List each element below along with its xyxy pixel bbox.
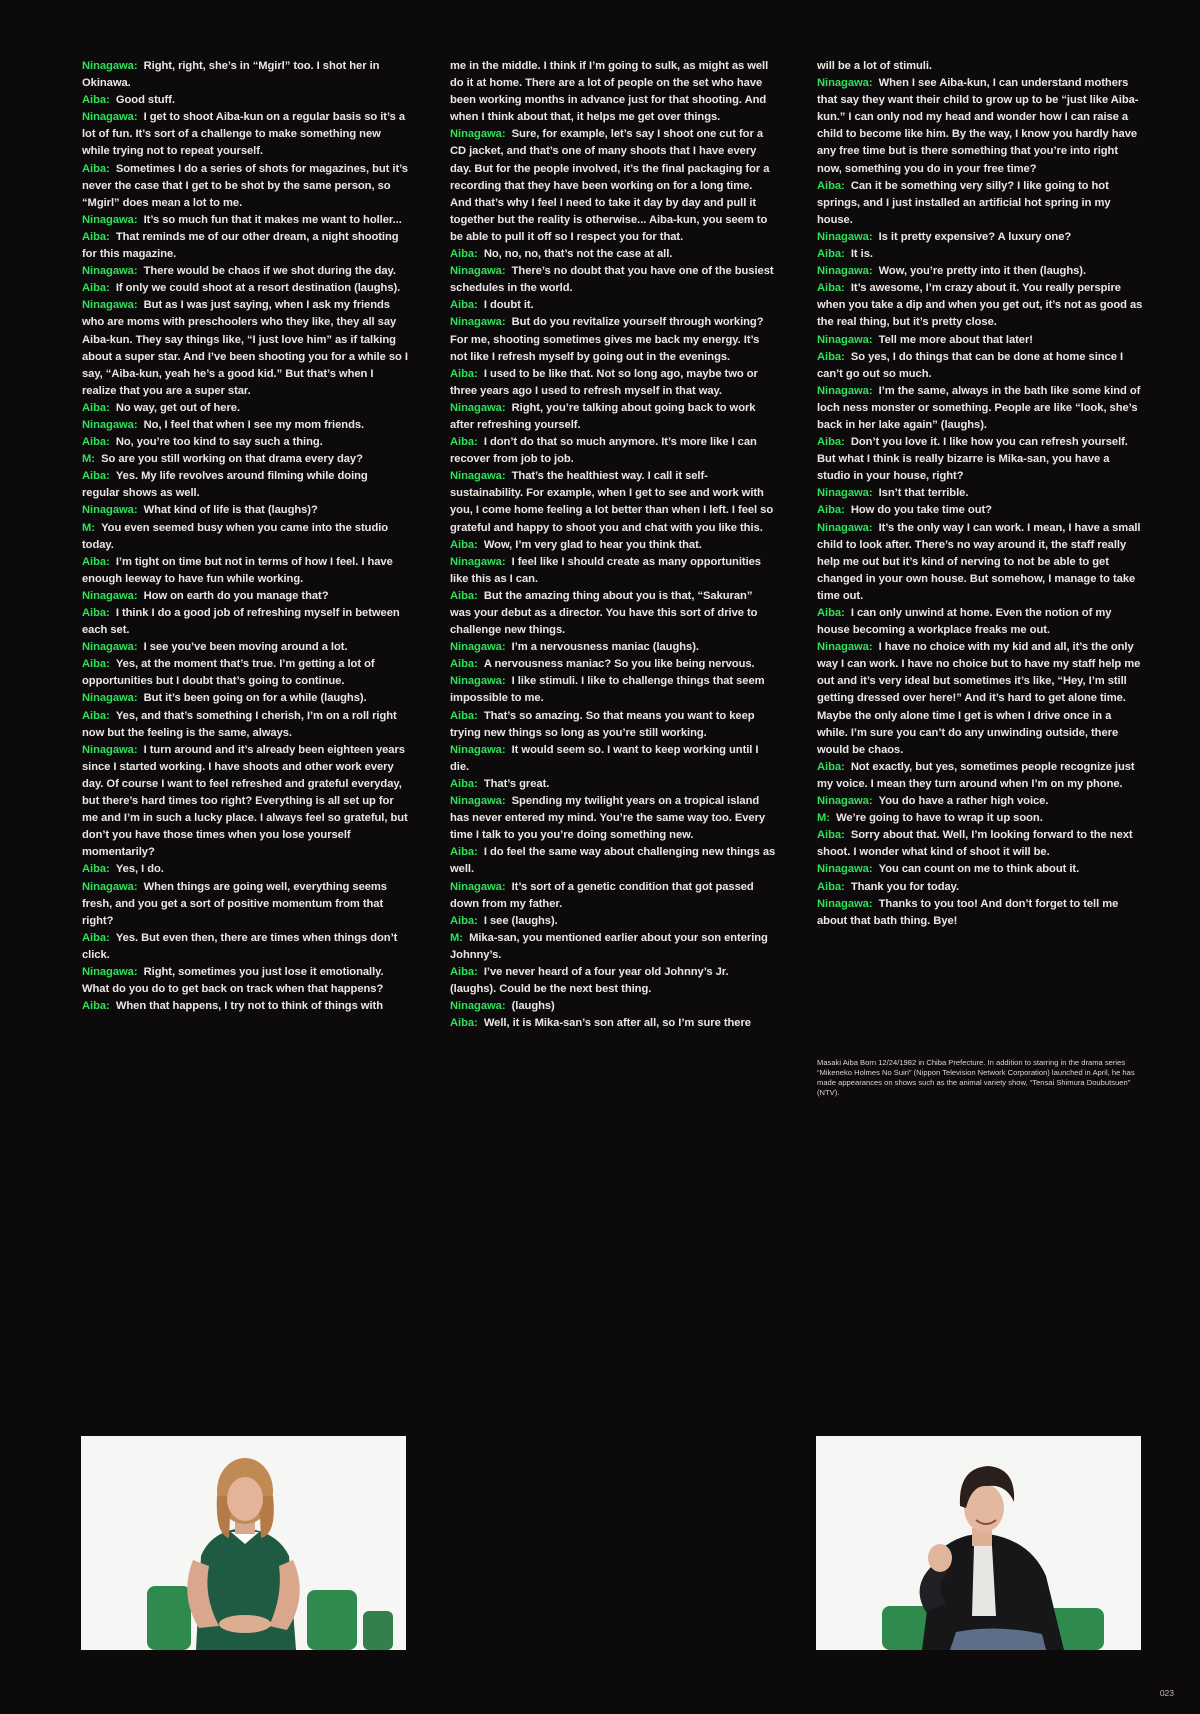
dialogue-line — [450, 126, 776, 246]
speaker-label: Aiba: — [817, 504, 845, 517]
dialogue-line — [82, 92, 408, 109]
dialogue-line — [450, 964, 776, 998]
dialogue-line — [82, 468, 408, 502]
dialogue-line — [817, 178, 1143, 229]
dialogue-line — [82, 879, 408, 930]
dialogue-line — [82, 520, 408, 554]
dialogue-text: Right, you’re talking about going back to work after refreshing yourself. — [450, 401, 756, 431]
dialogue-line — [450, 879, 776, 913]
speaker-label: Aiba: — [82, 436, 110, 449]
speaker-label: Aiba: — [82, 401, 110, 414]
dialogue-line — [82, 502, 408, 519]
speaker-label: Aiba: — [82, 1000, 110, 1013]
speaker-label: Ninagawa: — [450, 470, 506, 483]
speaker-label: Aiba: — [450, 846, 478, 859]
dialogue-text: No, I feel that when I see my mom friends. — [143, 418, 365, 431]
dialogue-line — [450, 742, 776, 776]
dialogue-text: I feel like I should create as many opportunities like this as I can. — [450, 555, 761, 585]
speaker-label: M: — [450, 931, 463, 944]
dialogue-line — [450, 58, 776, 126]
dialogue-line — [82, 229, 408, 263]
dialogue-text: Mika-san, you mentioned earlier about your son entering Johnny’s. — [450, 931, 768, 961]
dialogue-line — [817, 759, 1143, 793]
dialogue-line — [82, 417, 408, 434]
dialogue-line — [82, 998, 408, 1015]
speaker-label: Aiba: — [450, 658, 478, 671]
speaker-label: Ninagawa: — [817, 863, 873, 876]
speaker-label: Aiba: — [450, 709, 478, 722]
speaker-label: Ninagawa: — [82, 265, 138, 278]
dialogue-text: will be a lot of stimuli. — [817, 60, 932, 72]
dialogue-line — [82, 212, 408, 229]
dialogue-line — [82, 297, 408, 400]
dialogue-text: You do have a rather high voice. — [878, 795, 1049, 808]
dialogue-text: It’s sort of a genetic condition that got passed down from my father. — [450, 880, 754, 910]
dialogue-text: Sure, for example, let’s say I shoot one cut for a CD jacket, and that’s one of many shoots that I have every day. But for the people involved, it’s the final packaging for a recording that they have been working on for a long time. And that’s why I feel I need to take it day by day and pull it together but the reality is otherwise... Aiba-kun, you seem to be able to pull it off so I respect you for that. — [450, 128, 770, 243]
dialogue-text: Sometimes I do a series of shots for magazines, but it’s never the case that I get to be shot by the same person, so “Mgirl” does mean a lot to me. — [82, 162, 408, 209]
dialogue-text: Wow, you’re pretty into it then (laughs). — [878, 265, 1087, 278]
dialogue-line — [817, 434, 1143, 485]
dialogue-text: I turn around and it’s already been eighteen years since I started working. I have shoots and other work every day. Of course I want to feel refreshed and grateful everyday, but there’s hard times too right? Everything is all set up for me and I’m in such a lucky place. I always feel so grateful, but don’t you have those times when you lose yourself momentarily? — [82, 743, 408, 859]
dialogue-text: There would be chaos if we shot during the day. — [143, 265, 396, 278]
speaker-label: Ninagawa: — [450, 880, 506, 893]
dialogue-text: Spending my twilight years on a tropical island has never entered my mind. You’re the same way too. Every time I talk to you you’re doing something new. — [450, 795, 766, 842]
dialogue-text: Wow, I’m very glad to hear you think that. — [483, 538, 702, 551]
dialogue-line — [82, 690, 408, 707]
dialogue-text: I’m a nervousness maniac (laughs). — [511, 641, 699, 654]
dialogue-text: Thanks to you too! And don’t forget to tell me about that bath thing. Bye! — [817, 897, 1119, 927]
speaker-label: Ninagawa: — [450, 795, 506, 808]
speaker-label: Aiba: — [82, 607, 110, 619]
dialogue-text: Yes, I do. — [115, 863, 164, 876]
dialogue-line — [82, 58, 408, 92]
dialogue-text: I used to be like that. Not so long ago, maybe two or three years ago I used to refresh myself in that way. — [450, 367, 758, 397]
speaker-label: Ninagawa: — [817, 641, 873, 654]
dialogue-text: I get to shoot Aiba-kun on a regular basis so it’s a lot of fun. It’s sort of a challenge to make something new while trying not to repeat yourself. — [82, 111, 406, 158]
dialogue-text: No, you’re too kind to say such a thing. — [115, 436, 323, 449]
speaker-label: Ninagawa: — [450, 316, 506, 329]
dialogue-text: We’re going to have to wrap it up soon. — [836, 812, 1043, 825]
dialogue-text: Can it be something very silly? I like going to hot springs, and I just installed an artificial hot spring in my house. — [817, 179, 1111, 226]
dialogue-line — [450, 314, 776, 365]
speaker-label: Aiba: — [450, 589, 478, 602]
speaker-label: Aiba: — [82, 658, 110, 671]
speaker-label: Ninagawa: — [82, 504, 138, 517]
dialogue-line — [82, 554, 408, 588]
dialogue-line — [817, 639, 1143, 759]
dialogue-line — [450, 434, 776, 468]
speaker-label: Aiba: — [450, 777, 478, 790]
dialogue-line — [82, 451, 408, 468]
speaker-label: Ninagawa: — [817, 795, 873, 808]
speaker-label: Aiba: — [82, 470, 110, 483]
speaker-label: Aiba: — [82, 709, 110, 722]
dialogue-text: I do feel the same way about challenging new things as well. — [450, 846, 776, 876]
speaker-label: Ninagawa: — [817, 230, 873, 243]
dialogue-text: Yes, and that’s something I cherish, I’m on a roll right now but the feeling is the same, always. — [82, 709, 397, 739]
dialogue-text: I like stimuli. I like to challenge things that seem impossible to me. — [450, 675, 765, 705]
dialogue-text: But it’s been going on for a while (laughs). — [143, 692, 367, 705]
dialogue-line — [817, 75, 1143, 178]
dialogue-text: So yes, I do things that can be done at home since I can’t go out so much. — [817, 350, 1124, 380]
dialogue-line — [817, 896, 1143, 930]
dialogue-text: It’s the only way I can work. I mean, I have a small child to look after. There’s no way around it, the staff really help me out but it’s kind of nerving to not be able to get changed in your own house. But somehow, I manage to take time out. — [817, 521, 1141, 602]
speaker-label: Aiba: — [82, 931, 110, 944]
speaker-label: Aiba: — [450, 914, 478, 927]
speaker-label: Aiba: — [817, 179, 845, 192]
dialogue-line — [82, 605, 408, 639]
dialogue-line — [817, 502, 1143, 519]
dialogue-line — [817, 827, 1143, 861]
dialogue-line — [450, 639, 776, 656]
dialogue-line — [450, 400, 776, 434]
speaker-label: Ninagawa: — [82, 418, 138, 431]
dialogue-text: If only we could shoot at a resort destination (laughs). — [115, 282, 401, 295]
dialogue-line — [450, 844, 776, 878]
speaker-label: Aiba: — [450, 1017, 478, 1030]
dialogue-text: Sorry about that. Well, I’m looking forward to the next shoot. I wonder what kind of shoot it will be. — [817, 829, 1133, 859]
dialogue-text: That’s great. — [483, 777, 550, 790]
dialogue-line — [817, 349, 1143, 383]
speaker-label: Aiba: — [817, 607, 845, 619]
speaker-label: Aiba: — [82, 282, 110, 295]
dialogue-text: That’s so amazing. So that means you want to keep trying new things so long as you’re still working. — [450, 709, 755, 739]
speaker-label: Ninagawa: — [450, 641, 506, 654]
dialogue-text: Yes. But even then, there are times when things don’t click. — [82, 931, 398, 961]
speaker-label: Aiba: — [450, 538, 478, 551]
dialogue-line — [817, 605, 1143, 639]
dialogue-line — [450, 930, 776, 964]
dialogue-line — [817, 280, 1143, 331]
dialogue-text: It’s so much fun that it makes me want to holler... — [143, 213, 402, 226]
speaker-label: Aiba: — [450, 299, 478, 312]
dialogue-text: I see you’ve been moving around a lot. — [143, 641, 348, 654]
speaker-label: Aiba: — [82, 555, 110, 568]
dialogue-text: A nervousness maniac? So you like being nervous. — [483, 658, 755, 671]
dialogue-line — [82, 656, 408, 690]
dialogue-line — [82, 400, 408, 417]
speaker-label: Aiba: — [450, 436, 478, 449]
dialogue-text: Yes. My life revolves around filming while doing regular shows as well. — [82, 470, 368, 500]
dialogue-text: There’s no doubt that you have one of the busiest schedules in the world. — [450, 265, 774, 295]
speaker-label: Aiba: — [817, 880, 845, 893]
dialogue-text: Good stuff. — [115, 94, 175, 107]
dialogue-text: I doubt it. — [483, 299, 534, 312]
speaker-label: Ninagawa: — [450, 265, 506, 278]
dialogue-text: me in the middle. I think if I’m going to sulk, as might as well do it at home. There are a lot of people on the set who have been working months in advance just for that shooting. And when I think about that, it helps me get over things. — [450, 60, 769, 124]
dialogue-line — [817, 861, 1143, 878]
dialogue-text: That’s the healthiest way. I call it self-sustainability. For example, when I get to see and work with you, I come home feeling a lot better than when I left. I feel so grateful and happy to shoot you and chat with you like this. — [450, 470, 774, 534]
dialogue-text: Is it pretty expensive? A luxury one? — [878, 230, 1072, 243]
dialogue-text: Yes, at the moment that’s true. I’m getting a lot of opportunities but I doubt that’s going to continue. — [82, 658, 375, 688]
speaker-label: Ninagawa: — [82, 60, 138, 72]
dialogue-line — [82, 263, 408, 280]
speaker-label: M: — [817, 812, 830, 825]
dialogue-text: No, no, no, that’s not the case at all. — [483, 248, 673, 261]
dialogue-text: How on earth do you manage that? — [143, 589, 329, 602]
speaker-label: Ninagawa: — [817, 521, 873, 534]
profile-caption: Masaki Aiba Born 12/24/1982 in Chiba Prefecture. In addition to starring in the drama series “Mikeneko Holmes No Suiri” (Nippon Television Network Corporation) launched in April, he has made appearances on shows such as the animal variety show, “Tensai Shimura Doubutsuen” (NTV). — [817, 1058, 1135, 1097]
dialogue-text: Right, right, she’s in “Mgirl” too. I shot her in Okinawa. — [82, 60, 380, 90]
dialogue-line — [82, 639, 408, 656]
speaker-label: Ninagawa: — [82, 692, 138, 705]
speaker-label: Ninagawa: — [82, 743, 138, 756]
dialogue-text: Well, it is Mika-san’s son after all, so I’m sure there — [483, 1017, 751, 1030]
speaker-label: Aiba: — [450, 248, 478, 261]
speaker-label: Aiba: — [450, 367, 478, 380]
speaker-label: M: — [82, 453, 95, 466]
speaker-label: Ninagawa: — [450, 675, 506, 688]
dialogue-line — [450, 673, 776, 707]
dialogue-text: That reminds me of our other dream, a night shooting for this magazine. — [82, 230, 399, 261]
speaker-label: Ninagawa: — [82, 880, 138, 893]
dialogue-text: It is. — [850, 248, 873, 261]
dialogue-line — [450, 297, 776, 314]
dialogue-line — [450, 366, 776, 400]
dialogue-line — [450, 1015, 776, 1032]
dialogue-line — [82, 964, 408, 998]
dialogue-text: It would seem so. I want to keep working until I die. — [450, 743, 759, 773]
speaker-label: Ninagawa: — [82, 589, 138, 602]
dialogue-text: I don’t do that so much anymore. It’s more like I can recover from job to job. — [450, 436, 757, 466]
interview-column-2 — [450, 58, 776, 1032]
speaker-label: Ninagawa: — [82, 641, 138, 654]
speaker-label: Ninagawa: — [82, 111, 138, 124]
dialogue-text: (laughs) — [511, 1000, 555, 1013]
dialogue-line — [817, 810, 1143, 827]
speaker-label: Ninagawa: — [450, 555, 506, 568]
dialogue-line — [817, 879, 1143, 896]
dialogue-line — [450, 554, 776, 588]
speaker-label: Aiba: — [450, 965, 478, 978]
dialogue-text: But as I was just saying, when I ask my friends who are moms with preschoolers who they like, they all say Aiba-kun. They say things like, “I just love him” as if talking about a super star. And I’ve been shooting you for a while so I say, “Aiba-kun, yeah he’s a good kid.” But that’s when I realize that you are a super star. — [82, 299, 408, 397]
dialogue-text: Don’t you love it. I like how you can refresh yourself. But what I think is really bizarre is Mika-san, you have a studio in your house, right? — [817, 436, 1128, 483]
dialogue-line — [450, 708, 776, 742]
dialogue-line — [82, 280, 408, 297]
dialogue-text: But the amazing thing about you is that, “Sakuran” was your debut as a director. You have this sort of drive to challenge new things. — [450, 589, 758, 637]
speaker-label: Aiba: — [817, 829, 845, 842]
speaker-label: Ninagawa: — [817, 333, 873, 346]
dialogue-line — [817, 793, 1143, 810]
dialogue-text: So are you still working on that drama every day? — [101, 453, 363, 466]
dialogue-text: No way, get out of here. — [115, 401, 241, 414]
speaker-label: Ninagawa: — [817, 487, 873, 500]
dialogue-text: What kind of life is that (laughs)? — [143, 504, 318, 517]
dialogue-text: I’m the same, always in the bath like some kind of loch ness monster or something. People are like “look, she’s back in her lake again” (laughs). — [817, 384, 1141, 431]
dialogue-text: I’ve never heard of a four year old Johnny’s Jr. (laughs). Could be the next best thing. — [450, 965, 729, 996]
dialogue-text: Tell me more about that later! — [878, 333, 1033, 346]
dialogue-line — [450, 998, 776, 1015]
speaker-label: Ninagawa: — [450, 1000, 506, 1013]
dialogue-text: How do you take time out? — [850, 504, 992, 517]
dialogue-line — [82, 742, 408, 862]
dialogue-line — [450, 776, 776, 793]
speaker-label: Ninagawa: — [82, 965, 138, 978]
speaker-label: Aiba: — [817, 760, 845, 773]
dialogue-line — [82, 588, 408, 605]
dialogue-line — [82, 708, 408, 742]
dialogue-line — [450, 468, 776, 536]
dialogue-text: When things are going well, everything seems fresh, and you get a sort of positive momentum from that right? — [82, 880, 387, 927]
dialogue-line — [817, 58, 1143, 75]
speaker-label: Ninagawa: — [82, 299, 138, 312]
interview-column-3 — [817, 58, 1143, 930]
dialogue-line — [450, 537, 776, 554]
dialogue-text: You can count on me to think about it. — [878, 863, 1080, 876]
dialogue-text: Thank you for today. — [850, 880, 960, 893]
dialogue-text: Right, sometimes you just lose it emotionally. What do you do to get back on track when that happens? — [82, 965, 384, 996]
speaker-label: Ninagawa: — [817, 897, 873, 910]
dialogue-text: I see (laughs). — [483, 914, 558, 927]
speaker-label: Ninagawa: — [817, 384, 873, 397]
dialogue-line — [817, 263, 1143, 280]
dialogue-line — [450, 246, 776, 263]
speaker-label: Aiba: — [82, 94, 110, 107]
dialogue-line — [817, 332, 1143, 349]
dialogue-text: Isn’t that terrible. — [878, 487, 969, 500]
dialogue-line — [817, 246, 1143, 263]
dialogue-line — [450, 913, 776, 930]
speaker-label: Ninagawa: — [450, 743, 506, 756]
speaker-label: Aiba: — [817, 282, 845, 295]
dialogue-text: I’m tight on time but not in terms of how I feel. I have enough leeway to have fun while working. — [82, 555, 393, 585]
speaker-label: M: — [82, 521, 95, 534]
dialogue-text: I have no choice with my kid and all, it’s the only way I can work. I have no choice but to have my staff help me out and it’s very ideal but sometimes it’s like, “Hey, I’m still getting dressed over here!” And it’s hard to get alone time. Maybe the only alone time I get is when I drive once in a while. I’m sure you can’t do any unwinding outside, there would be chaos. — [817, 641, 1141, 756]
page-number: 023 — [1159, 1688, 1174, 1698]
interview-column-1 — [82, 58, 408, 1015]
speaker-label: Aiba: — [82, 162, 110, 175]
dialogue-text: When I see Aiba-kun, I can understand mothers that say they want their child to grow up to be “just like Aiba-kun.” I can only nod my head and wonder how I can raise a child to become like him. By the way, I know you hardly have any free time but is there something that you’re into right now, something you do in your free time? — [817, 77, 1139, 175]
dialogue-line — [82, 434, 408, 451]
dialogue-line — [82, 861, 408, 878]
dialogue-line — [82, 930, 408, 964]
dialogue-line — [450, 588, 776, 639]
dialogue-line — [817, 383, 1143, 434]
speaker-label: Aiba: — [817, 350, 845, 363]
dialogue-line — [450, 793, 776, 844]
speaker-label: Ninagawa: — [450, 128, 506, 141]
speaker-label: Ninagawa: — [450, 401, 506, 414]
photo-aiba — [816, 1436, 1141, 1650]
photo-ninagawa — [81, 1436, 406, 1650]
dialogue-line — [817, 520, 1143, 605]
dialogue-line — [82, 109, 408, 160]
dialogue-text: Not exactly, but yes, sometimes people recognize just my voice. I mean they turn around when I’m on my phone. — [817, 760, 1135, 790]
speaker-label: Ninagawa: — [82, 213, 138, 226]
speaker-label: Aiba: — [82, 230, 110, 243]
speaker-label: Aiba: — [817, 436, 845, 449]
dialogue-text: It’s awesome, I’m crazy about it. You really perspire when you take a dip and when you get out, it’s not as good as the real thing, but it’s pretty close. — [817, 282, 1143, 329]
dialogue-text: You even seemed busy when you came into the studio today. — [82, 521, 389, 551]
speaker-label: Ninagawa: — [817, 77, 873, 90]
speaker-label: Aiba: — [817, 248, 845, 261]
speaker-label: Ninagawa: — [817, 265, 873, 278]
dialogue-line — [450, 656, 776, 673]
dialogue-line — [82, 161, 408, 212]
dialogue-text: When that happens, I try not to think of things with — [115, 1000, 383, 1013]
dialogue-text: I think I do a good job of refreshing myself in between each set. — [82, 607, 400, 637]
dialogue-line — [450, 263, 776, 297]
dialogue-text: But do you revitalize yourself through working? For me, shooting sometimes gives me back my energy. It’s not like I refresh myself by going out in the evenings. — [450, 316, 764, 363]
dialogue-text: I can only unwind at home. Even the notion of my house becoming a workplace freaks me out. — [817, 607, 1112, 637]
dialogue-line — [817, 229, 1143, 246]
dialogue-line — [817, 485, 1143, 502]
speaker-label: Aiba: — [82, 863, 110, 876]
